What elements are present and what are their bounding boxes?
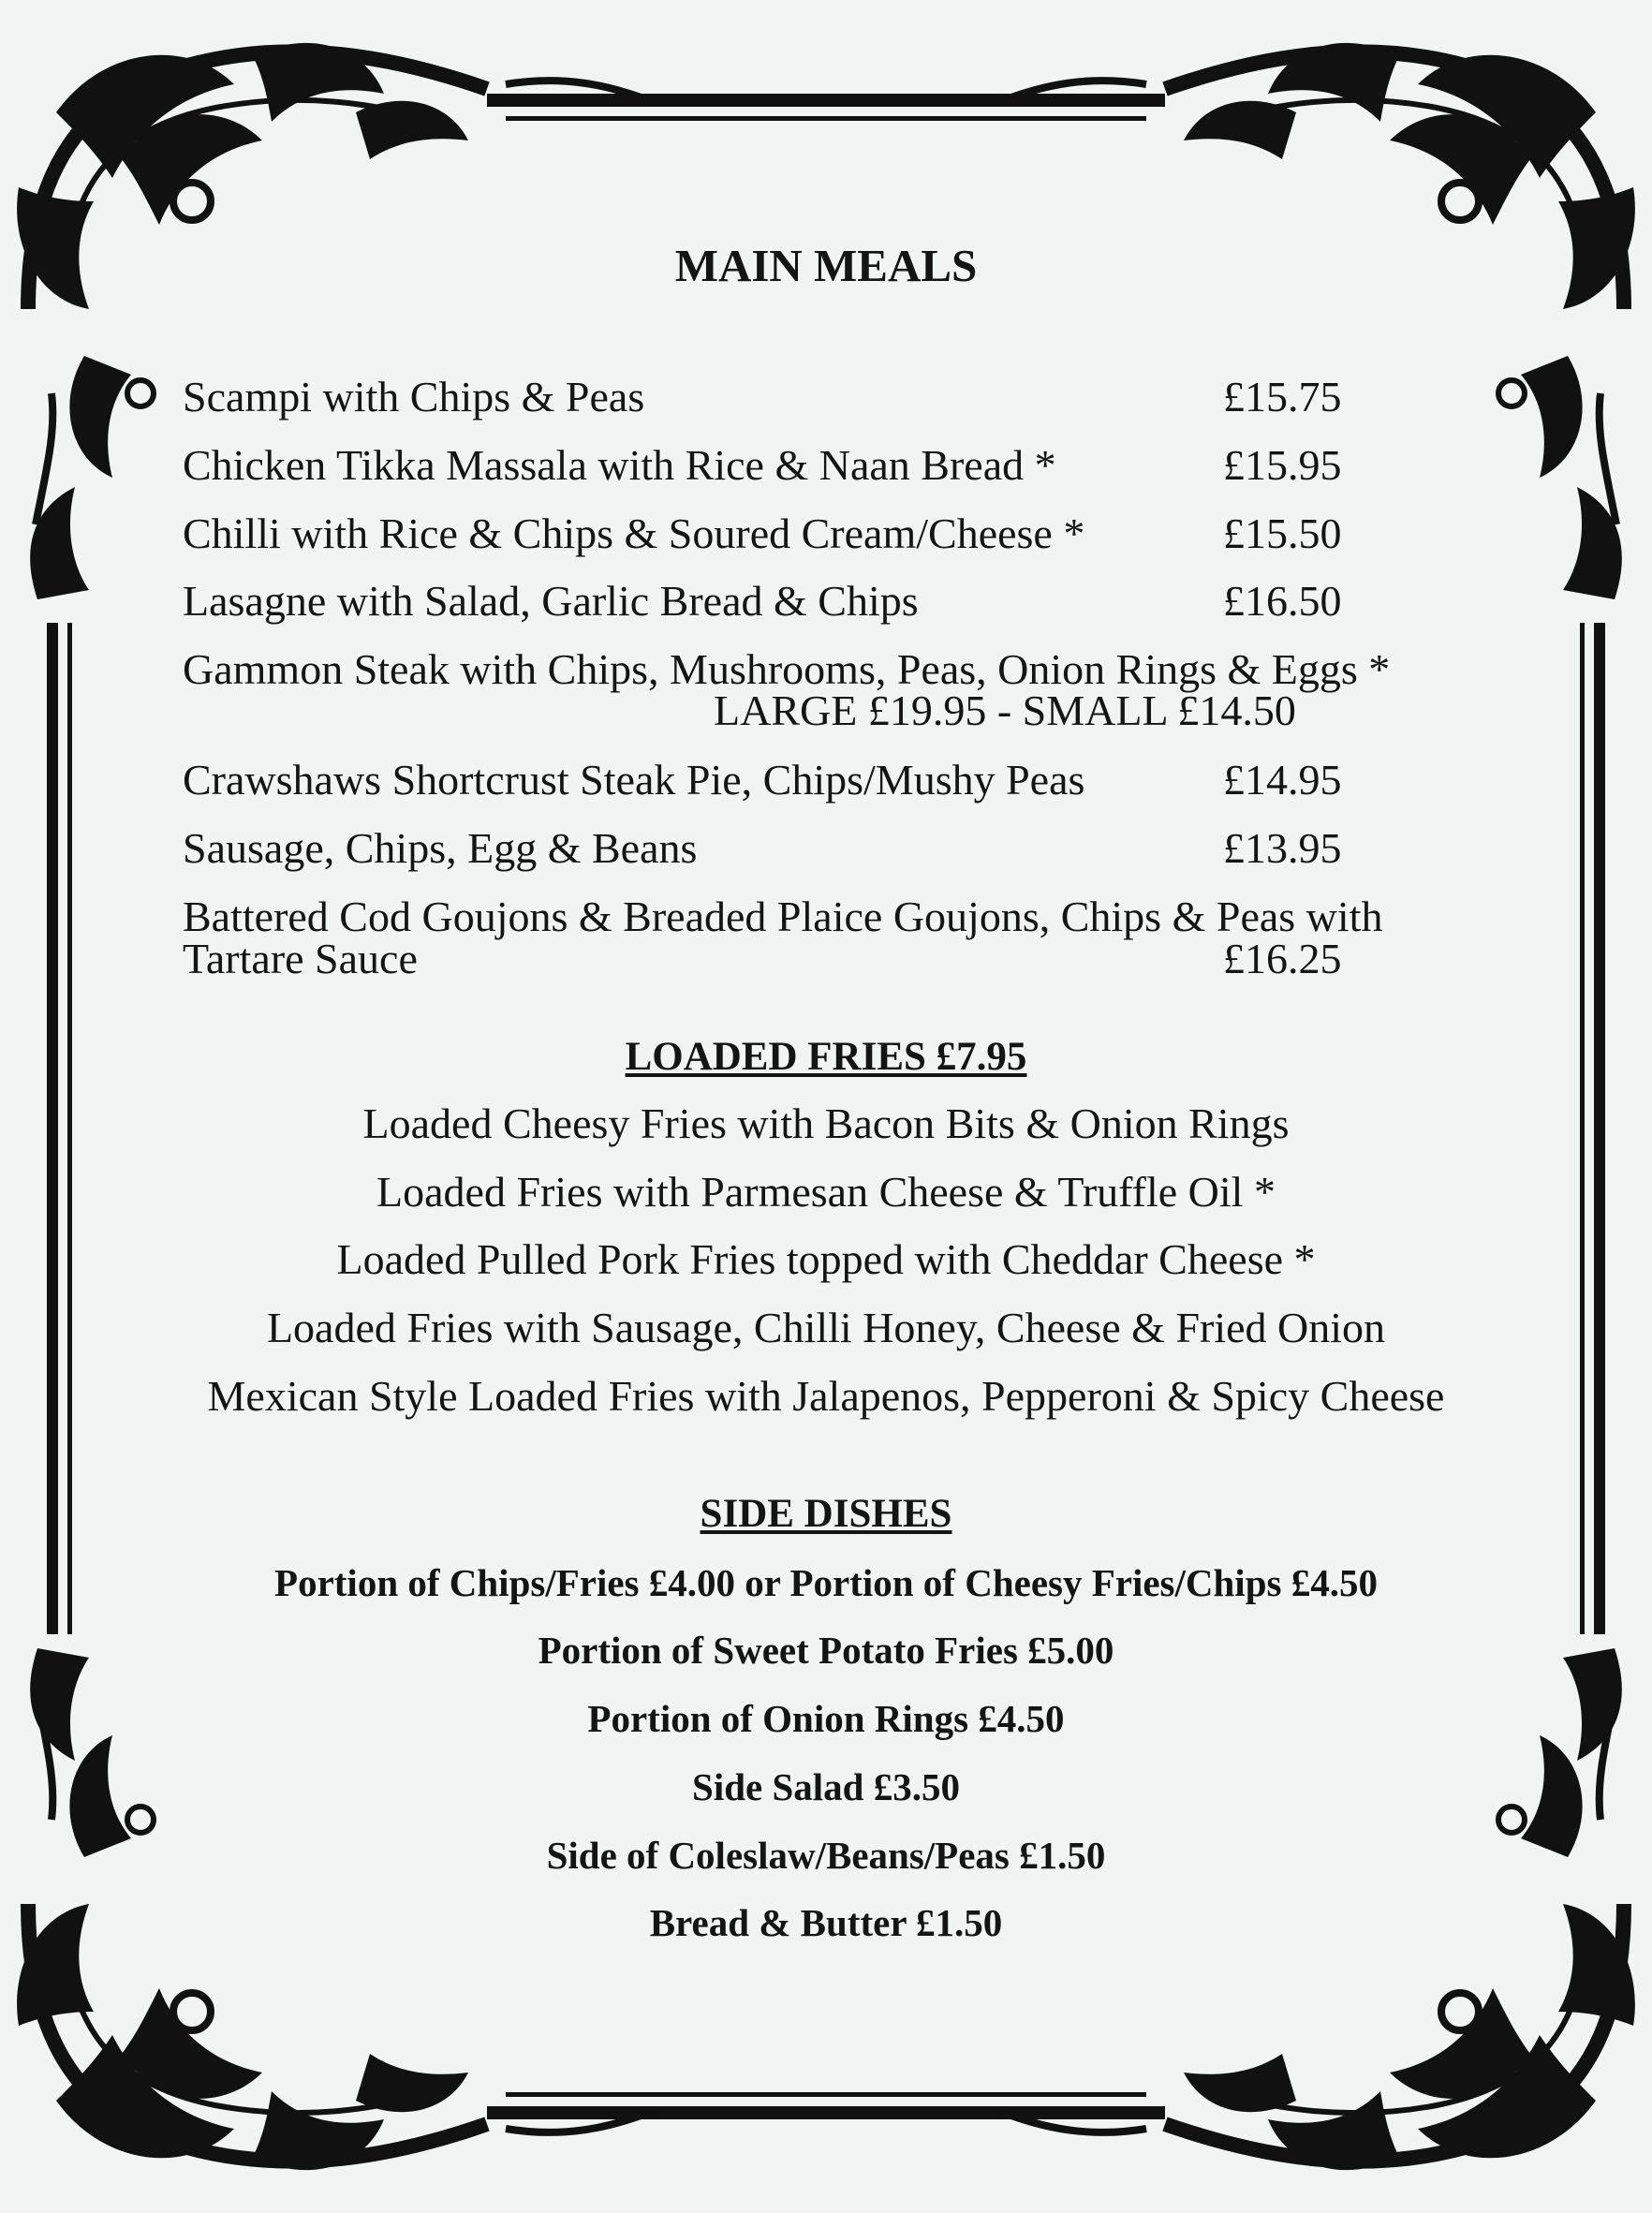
- loaded-fries-item: Loaded Cheesy Fries with Bacon Bits & Onion Rings: [362, 1099, 1290, 1147]
- side-dish-item: Portion of Chips/Fries £4.00 or Portion of Cheesy Fries/Chips £4.50: [274, 1561, 1378, 1604]
- menu-item-price: £15.75: [1223, 373, 1342, 420]
- side-dish-item: Portion of Sweet Potato Fries £5.00: [538, 1629, 1114, 1672]
- side-dish-item: Portion of Onion Rings £4.50: [587, 1697, 1065, 1740]
- side-dish-item: Side of Coleslaw/Beans/Peas £1.50: [546, 1834, 1106, 1877]
- menu-item-price: £16.50: [1223, 577, 1342, 625]
- loaded-fries-item: Mexican Style Loaded Fries with Jalapenos, Pepperoni & Spicy Cheese: [207, 1372, 1445, 1420]
- loaded-fries-item: Loaded Fries with Sausage, Chilli Honey, Cheese & Fried Onion: [266, 1304, 1386, 1351]
- menu-item-name: Lasagne with Salad, Garlic Bread & Chips: [183, 577, 919, 625]
- side-dish-item: Side Salad £3.50: [692, 1765, 960, 1808]
- menu-item-price: £15.95: [1223, 441, 1342, 489]
- menu-item-name: Gammon Steak with Chips, Mushrooms, Peas, Onion Rings & Eggs *: [183, 645, 1391, 693]
- menu-item-name: Battered Cod Goujons & Breaded Plaice Goujons, Chips & Peas with: [183, 893, 1383, 940]
- menu-item-name: Chicken Tikka Massala with Rice & Naan Bread *: [183, 441, 1056, 489]
- menu-item-price: £13.95: [1223, 824, 1342, 872]
- menu-item-name: Scampi with Chips & Peas: [183, 373, 645, 420]
- menu-item-name: Sausage, Chips, Egg & Beans: [183, 824, 698, 872]
- side-dish-item: Bread & Butter £1.50: [649, 1901, 1003, 1944]
- menu-item-size-prices: LARGE £19.95 - SMALL £14.50: [714, 686, 1296, 734]
- loaded-fries-item: Loaded Pulled Pork Fries topped with Cheddar Cheese *: [336, 1235, 1316, 1283]
- menu-item-price: £14.95: [1223, 756, 1342, 804]
- menu-item-price: £16.25: [1223, 935, 1342, 982]
- menu-item-name-continued: Tartare Sauce: [183, 935, 418, 982]
- menu-item-name: Crawshaws Shortcrust Steak Pie, Chips/Mushy Peas: [183, 756, 1085, 804]
- page-title: MAIN MEALS: [674, 240, 978, 291]
- menu-item-price: £15.50: [1223, 509, 1342, 557]
- menu-item-name: Chilli with Rice & Chips & Soured Cream/Cheese *: [183, 509, 1085, 557]
- section-heading-loaded-fries: LOADED FRIES £7.95: [625, 1035, 1027, 1079]
- loaded-fries-item: Loaded Fries with Parmesan Cheese & Truffle Oil *: [376, 1168, 1276, 1216]
- section-heading-side-dishes: SIDE DISHES: [700, 1492, 952, 1536]
